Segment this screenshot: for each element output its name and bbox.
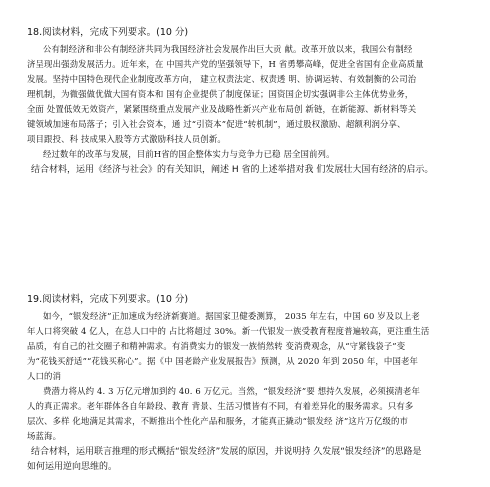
question-18-material (27, 42, 471, 162)
question-19-material (27, 309, 471, 444)
question-19 (27, 293, 471, 475)
material-line: 经过数年的改革与发展，目前H省的国企整体实力与竞争力已稳 居全国前列。 (43, 149, 335, 159)
material-line: 场蓝海。 (27, 431, 62, 441)
material-line: 项目跟投、科 技成果入股等方式激励科技人员创新。 (27, 134, 226, 144)
material-line: 年人口将突破 4 亿人，在总人口中的 占比将超过 30%。新一代银发一族受教育程度普遍较高，更注重生活 (27, 326, 430, 336)
question-18 (27, 26, 471, 178)
question-19-header: 19.阅读材料，完成下列要求。(10 分) (27, 294, 189, 305)
material-line: 为“花钱买舒适”“花钱买称心”。据《中 国老龄产业发展报告》预测，从 2020 年到 2050 年，中国老年 (27, 356, 419, 366)
material-line: 层次、多样 化地满足其需求，不断推出个性化产品和服务，才能真正撬动“银发经 济”这片万亿级的市 (27, 416, 409, 426)
material-line: 发展。坚持中国特色现代企业制度改革方向， 建立权责法定、权责透 明、协调运转、有效制衡的公司治 (27, 74, 417, 84)
material-line: 人的真正需求。老年群体各自年龄段、教育 背景、生活习惯皆有不同，有着差异化的服务需求。只有多 (27, 401, 414, 411)
material-line: 公有制经济和非公有制经济共同为我国经济社会发展作出巨大贡 献。改革开放以来，我国公有制经 (43, 44, 413, 54)
material-line: 费潜力将从约 4. 3 万亿元增加到约 40. 6 万亿元。当然，“银发经济”要 想持久发展，必须摸清老年 (43, 386, 420, 396)
material-line: 理机制，为微强做优做大国有资本和 国有企业提供了制度保证；国资国企切实强调非公主体优势业务， (27, 89, 414, 99)
task-line: 如何运用逆向思维的。 (27, 462, 118, 472)
task-line: 结合材料，运用《经济与社会》的有关知识，阐述 H 省的上述举措对我 们发展壮大国有经济的启示。 (31, 165, 434, 175)
question-18-task (27, 163, 471, 178)
material-line: 键领域加速布局落子；引入社会资本，通 过“引资本”促进“转机制”，通过股权激励、超额利润分享、 (27, 119, 406, 129)
task-line: 结合材料，运用联言推理的形式概括“银发经济”发展的原因，并说明持 久发展“银发经济”的思路是 (31, 447, 422, 457)
material-line: 品质，有自己的社交圈子和精神需求。有消费实力的银发一族悄然转 变消费观念，从“守紧钱袋子”变 (27, 341, 406, 351)
question-18-header: 18.阅读材料，完成下列要求。(10 分) (27, 27, 189, 38)
material-line: 全面 处置低效无效资产，紧紧围绕重点发展产业及战略性新兴产业布局创 新链，在新能源、新材料等关 (27, 104, 417, 114)
material-line: 如今，“银发经济”正加速成为经济新赛道。据国家卫健委测算， 2035 年左右，中国 60 岁及以上老 (43, 311, 420, 321)
material-line: 人口的消 (27, 371, 62, 381)
question-19-task (27, 445, 471, 475)
material-line: 济呈现出强劲发展活力。近年来，在 中国共产党的坚强领导下，H 省勇攀高峰，促进全省国有企业高质量 (27, 59, 424, 69)
